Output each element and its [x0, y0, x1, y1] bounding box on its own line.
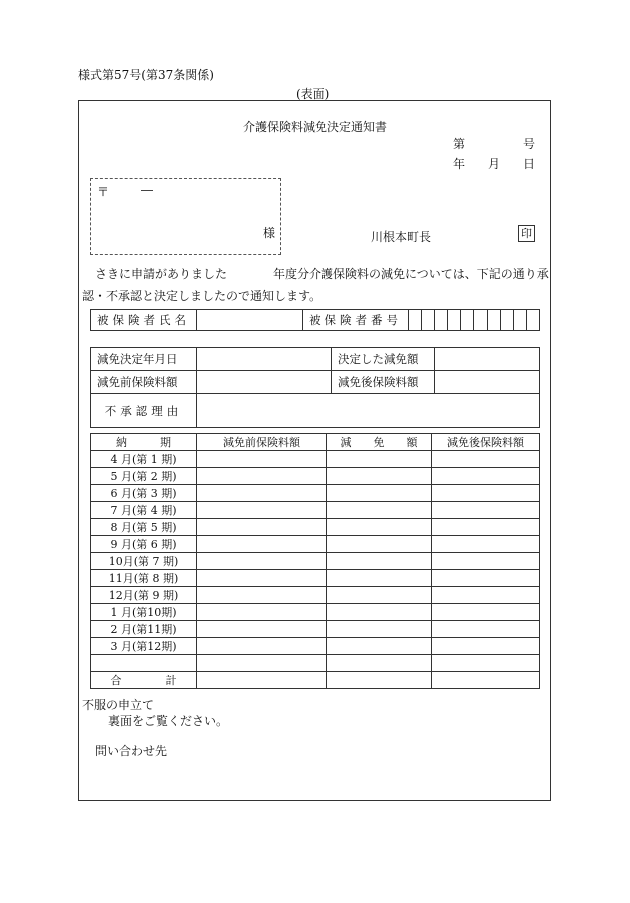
premium-after-cell[interactable] [432, 604, 540, 621]
total-before-cell[interactable] [197, 672, 327, 689]
insured-number-digit[interactable] [500, 310, 513, 331]
reduction-amount-cell[interactable] [327, 638, 432, 655]
period-label: 8 月(第 5 期) [91, 519, 197, 536]
reduction-amount-cell[interactable] [327, 604, 432, 621]
table-row [91, 394, 540, 428]
reduction-amount-cell[interactable] [327, 655, 432, 672]
premium-after-cell[interactable] [432, 638, 540, 655]
period-label: 4 月(第 1 期) [91, 451, 197, 468]
reduction-amount-cell[interactable] [327, 502, 432, 519]
table-row [91, 638, 540, 655]
table-row [91, 553, 540, 570]
rejection-reason-field[interactable] [197, 394, 540, 428]
period-label: 10月(第 7 期) [91, 553, 197, 570]
seal-mark: 印 [518, 225, 535, 242]
appeal-title: 不服の申立て [82, 698, 155, 712]
table-row [91, 621, 540, 638]
reduction-amount-cell[interactable] [327, 536, 432, 553]
table-row [91, 672, 540, 689]
period-label[interactable] [91, 655, 197, 672]
decision-date-label: 減免決定年月日 [91, 348, 197, 371]
date-day: 日 [523, 157, 536, 171]
insured-name-field[interactable] [197, 310, 303, 331]
date-month: 月 [488, 157, 501, 171]
premium-after-cell[interactable] [432, 570, 540, 587]
decision-date-field[interactable] [197, 348, 332, 371]
decision-table [90, 347, 540, 428]
period-label: 12月(第 9 期) [91, 587, 197, 604]
column-header: 減 免 額 [327, 434, 432, 451]
period-label: 9 月(第 6 期) [91, 536, 197, 553]
premium-after-cell[interactable] [432, 451, 540, 468]
premium-after-cell[interactable] [432, 553, 540, 570]
appeal-text: 裏面をご覧ください。 [108, 714, 229, 728]
premium-after-cell[interactable] [432, 621, 540, 638]
premium-before-cell[interactable] [197, 587, 327, 604]
body-text-line2: 認・不承認と決定しましたので通知します。 [82, 289, 322, 303]
date-year: 年 [453, 157, 466, 171]
number-prefix: 第 [453, 137, 466, 151]
table-row [91, 348, 540, 371]
rejection-reason-label: 不承認理由 [91, 394, 197, 428]
decision-amount-field[interactable] [435, 348, 540, 371]
total-label: 合 計 [91, 672, 197, 689]
insured-number-digit[interactable] [513, 310, 526, 331]
insured-number-digit[interactable] [409, 310, 422, 331]
side-label: (表面) [296, 87, 330, 101]
premium-after-cell[interactable] [432, 502, 540, 519]
premium-after-cell[interactable] [432, 468, 540, 485]
table-row [91, 451, 540, 468]
column-header: 納 期 [91, 434, 197, 451]
premium-before-label: 減免前保険料額 [91, 371, 197, 394]
postal-dash: ― [141, 183, 153, 197]
premium-before-cell[interactable] [197, 638, 327, 655]
premium-before-cell[interactable] [197, 451, 327, 468]
period-label: 11月(第 8 期) [91, 570, 197, 587]
period-label: 5 月(第 2 期) [91, 468, 197, 485]
premium-after-cell[interactable] [432, 485, 540, 502]
reduction-amount-cell[interactable] [327, 621, 432, 638]
table-row [91, 536, 540, 553]
contact-label: 問い合わせ先 [95, 744, 168, 758]
insured-name-label: 被保険者氏名 [91, 310, 197, 331]
addressee-honorific: 様 [263, 226, 276, 240]
period-label: 2 月(第11期) [91, 621, 197, 638]
table-row [91, 502, 540, 519]
column-header: 減免後保険料額 [432, 434, 540, 451]
table-row [91, 371, 540, 394]
table-row [91, 604, 540, 621]
insured-number-digit[interactable] [474, 310, 487, 331]
table-row [91, 310, 540, 331]
premium-before-cell[interactable] [197, 485, 327, 502]
insured-number-label: 被保険者番号 [303, 310, 409, 331]
body-text-line1a: さきに申請がありました [95, 267, 228, 281]
number-suffix: 号 [523, 137, 536, 151]
reduction-amount-cell[interactable] [327, 451, 432, 468]
insured-number-digit[interactable] [461, 310, 474, 331]
form-number: 様式第57号(第37条関係) [78, 68, 214, 82]
premium-before-cell[interactable] [197, 502, 327, 519]
insured-number-digit[interactable] [435, 310, 448, 331]
insured-number-digit[interactable] [448, 310, 461, 331]
document-title: 介護保険料減免決定通知書 [243, 120, 388, 134]
premium-after-cell[interactable] [432, 587, 540, 604]
premium-after-cell[interactable] [432, 655, 540, 672]
table-row [91, 570, 540, 587]
period-label: 3 月(第12期) [91, 638, 197, 655]
total-reduction-cell[interactable] [327, 672, 432, 689]
table-row [91, 655, 540, 672]
period-label: 7 月(第 4 期) [91, 502, 197, 519]
insured-number-digit[interactable] [526, 310, 539, 331]
table-row [91, 434, 540, 451]
insured-number-digit[interactable] [487, 310, 500, 331]
premium-before-cell[interactable] [197, 604, 327, 621]
premium-before-cell[interactable] [197, 519, 327, 536]
period-label: 6 月(第 3 期) [91, 485, 197, 502]
total-after-cell[interactable] [432, 672, 540, 689]
premium-before-cell[interactable] [197, 553, 327, 570]
reduction-amount-cell[interactable] [327, 570, 432, 587]
table-row [91, 468, 540, 485]
reduction-amount-cell[interactable] [327, 519, 432, 536]
insured-number-digit[interactable] [422, 310, 435, 331]
reduction-amount-cell[interactable] [327, 587, 432, 604]
premium-before-cell[interactable] [197, 468, 327, 485]
decision-amount-label: 決定した減免額 [332, 348, 435, 371]
reduction-amount-cell[interactable] [327, 553, 432, 570]
address-box [90, 178, 281, 255]
premium-before-cell[interactable] [197, 655, 327, 672]
premium-before-cell[interactable] [197, 570, 327, 587]
body-text-line1b: 年度分介護保険料の減免については、下記の通り承 [273, 267, 549, 281]
period-label: 1 月(第10期) [91, 604, 197, 621]
premium-after-label: 減免後保険料額 [332, 371, 435, 394]
table-row [91, 519, 540, 536]
table-row [91, 587, 540, 604]
postal-mark: 〒 [97, 185, 110, 199]
premium-before-cell[interactable] [197, 536, 327, 553]
issuer-name: 川根本町長 [371, 230, 432, 244]
premium-before-cell[interactable] [197, 621, 327, 638]
premium-after-cell[interactable] [432, 519, 540, 536]
insured-table [90, 309, 540, 331]
reduction-amount-cell[interactable] [327, 485, 432, 502]
premium-after-cell[interactable] [432, 536, 540, 553]
payment-schedule-table [90, 433, 540, 689]
premium-after-field[interactable] [435, 371, 540, 394]
reduction-amount-cell[interactable] [327, 468, 432, 485]
table-row [91, 485, 540, 502]
premium-before-field[interactable] [197, 371, 332, 394]
column-header: 減免前保険料額 [197, 434, 327, 451]
